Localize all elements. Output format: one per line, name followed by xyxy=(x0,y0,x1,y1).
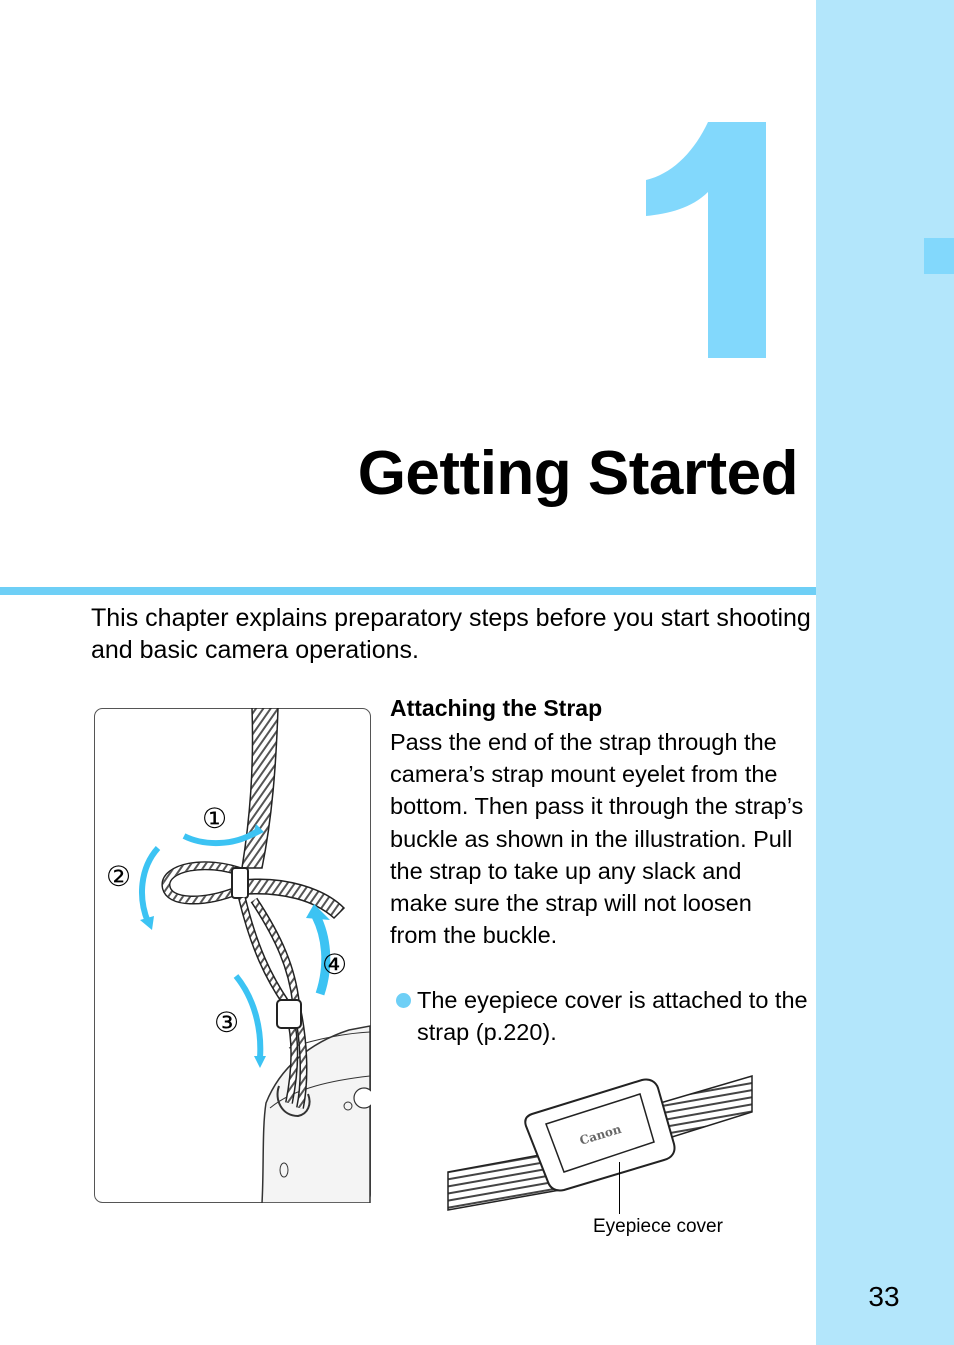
bullet-dot-icon xyxy=(396,993,411,1008)
chapter-rule xyxy=(0,587,816,595)
step-label-3: ③ xyxy=(214,1006,240,1039)
step-label-4: ④ xyxy=(322,948,348,981)
chapter-tab-marker xyxy=(924,238,954,274)
strap-attachment-illustration xyxy=(94,708,371,1203)
eyepiece-cover-label: Eyepiece cover xyxy=(593,1216,723,1237)
section-body: Pass the end of the strap through the camera’s strap mount eyelet from the bottom. Then pass it through the strap’s buckle as shown in the illustration. Pull the strap to take up any slack and make sure the strap will not loosen from the buckle. xyxy=(390,729,804,949)
chapter-intro: This chapter explains preparatory steps before you start shooting and basic camera operations. xyxy=(91,604,811,664)
side-margin-band xyxy=(816,0,954,1345)
step-label-2: ② xyxy=(106,860,132,893)
chapter-number xyxy=(646,122,766,358)
section-heading: Attaching the Strap xyxy=(390,695,603,721)
chapter-title: Getting Started xyxy=(357,439,798,508)
step-label-1: ① xyxy=(202,802,228,835)
eyepiece-cover-illustration xyxy=(446,1072,754,1214)
cover-brand-logo: Canon xyxy=(577,1121,623,1148)
bullet-text: The eyepiece cover is attached to the strap (p.220). xyxy=(417,987,808,1045)
callout-line xyxy=(619,1162,620,1214)
page-number: 33 xyxy=(868,1281,900,1312)
